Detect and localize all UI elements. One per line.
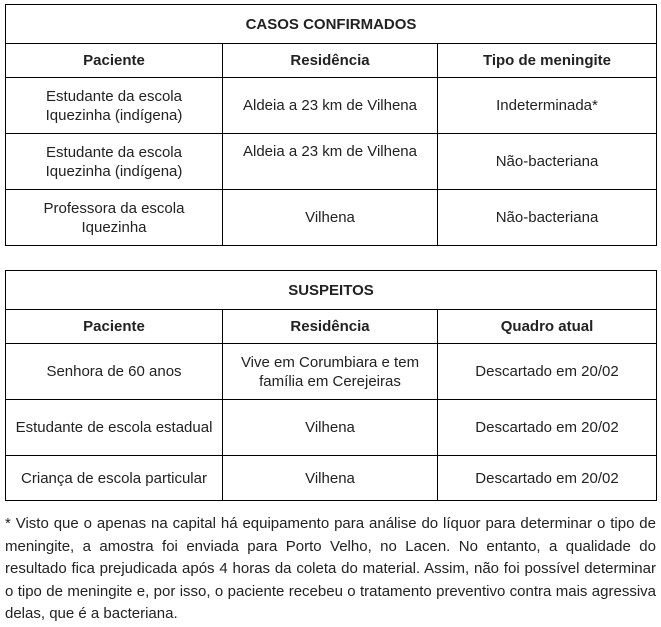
footnote: * Visto que o apenas na capital há equipamento para análise do líquor para determinar o tipo de meningite, a amostra foi enviada para Porto Velho, no Lacen. No entanto, a qualidade do resultado fica prejudicada após 4 horas da coleta do material. Assim, não foi possível determinar o tipo de meningite e, por isso, o paciente recebeu o tratamento preventivo contra mais agressiva delas, que é a bacteriana.: [5, 515, 656, 622]
table-row: [6, 190, 657, 246]
patient-cell: Senhora de 60 anos: [6, 344, 223, 400]
table-row: [6, 134, 657, 190]
current-status-cell: Descartado em 20/02: [438, 400, 657, 456]
suspects-table: [5, 270, 657, 501]
meningitis-type-cell: Não-bacteriana: [438, 190, 657, 246]
column-header-residence: Residência: [223, 44, 438, 78]
residence-cell: Vilhena: [223, 456, 438, 501]
table-row: [6, 78, 657, 134]
column-header-current-status: Quadro atual: [438, 310, 657, 344]
residence-cell: Aldeia a 23 km de Vilhena: [223, 134, 438, 190]
column-header-patient: Paciente: [6, 310, 223, 344]
residence-cell: Aldeia a 23 km de Vilhena: [223, 78, 438, 134]
meningitis-type-cell: Não-bacteriana: [438, 134, 657, 190]
patient-cell: Professora da escola Iquezinha: [6, 190, 223, 246]
patient-cell: Criança de escola particular: [6, 456, 223, 501]
residence-cell: Vilhena: [223, 190, 438, 246]
patient-cell: Estudante de escola estadual: [6, 400, 223, 456]
residence-cell: Vilhena: [223, 400, 438, 456]
suspects-title: SUSPEITOS: [6, 271, 657, 310]
current-status-cell: Descartado em 20/02: [438, 344, 657, 400]
residence-cell: Vive em Corumbiara e tem família em Cerejeiras: [223, 344, 438, 400]
table-row: [6, 400, 657, 456]
table-row: [6, 456, 657, 501]
patient-cell: Estudante da escola Iquezinha (indígena): [6, 78, 223, 134]
column-header-meningitis-type: Tipo de meningite: [438, 44, 657, 78]
patient-cell: Estudante da escola Iquezinha (indígena): [6, 134, 223, 190]
column-header-patient: Paciente: [6, 44, 223, 78]
table-row: [6, 344, 657, 400]
current-status-cell: Descartado em 20/02: [438, 456, 657, 501]
confirmed-cases-title: CASOS CONFIRMADOS: [6, 5, 657, 44]
column-header-residence: Residência: [223, 310, 438, 344]
meningitis-type-cell: Indeterminada*: [438, 78, 657, 134]
confirmed-cases-table: [5, 4, 657, 246]
